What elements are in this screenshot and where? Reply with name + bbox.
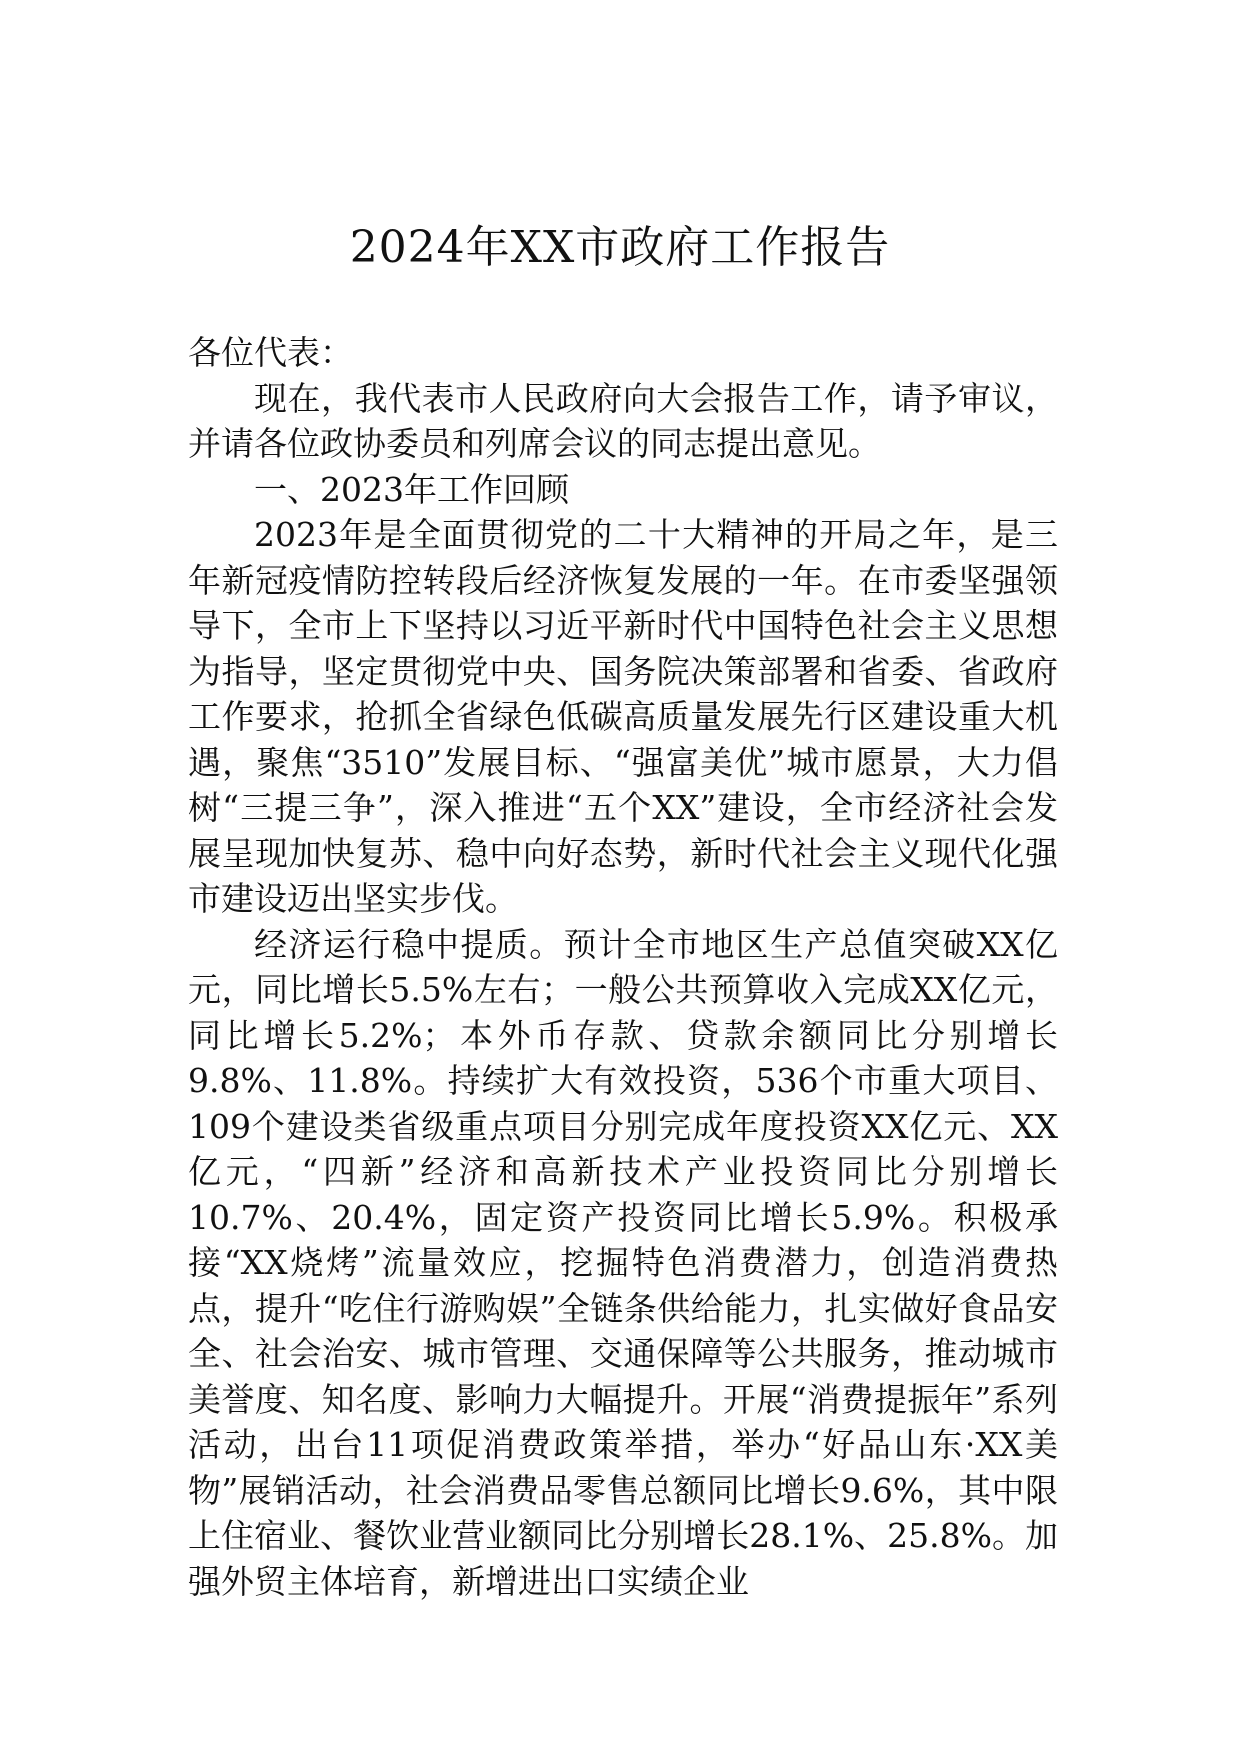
paragraph-overview: 2023年是全面贯彻党的二十大精神的开局之年，是三年新冠疫情防控转段后经济恢复发展的一年。在市委坚强领导下，全市上下坚持以习近平新时代中国特色社会主义思想为指导，坚定贯彻党中央、国务院决策部署和省委、省政府工作要求，抢抓全省绿色低碳高质量发展先行区建设重大机遇，聚焦“3510”发展目标、“强富美优”城市愿景，大力倡树“三提三争”，深入推进“五个XX”建设，全市经济社会发展呈现加快复苏、稳中向好态势，新时代社会主义现代化强市建设迈出坚实步伐。 [188, 515, 1058, 918]
paragraph-intro: 现在，我代表市人民政府向大会报告工作，请予审议，并请各位政协委员和列席会议的同志提出意见。 [188, 378, 1058, 463]
document-body [188, 330, 1058, 1604]
paragraph-economy: 经济运行稳中提质。预计全市地区生产总值突破XX亿元，同比增长5.5%左右；一般公共预算收入完成XX亿元，同比增长5.2%；本外币存款、贷款余额同比分别增长9.8%、11.8%。持续扩大有效投资，536个市重大项目、109个建设类省级重点项目分别完成年度投资XX亿元、XX亿元，“四新”经济和高新技术产业投资同比分别增长10.7%、20.4%，固定资产投资同比增长5.9%。积极承接“XX烧烤”流量效应，挖掘特色消费潜力，创造消费热点，提升“吃住行游购娱”全链条供给能力，扎实做好食品安全、社会治安、城市管理、交通保障等公共服务，推动城市美誉度、知名度、影响力大幅提升。开展“消费提振年”系列活动，出台11项促消费政策举措，举办“好品山东·XX美物”展销活动，社会消费品零售总额同比增长9.6%，其中限上住宿业、餐饮业营业额同比分别增长28.1%、25.8%。加强外贸主体培育，新增进出口实绩企业 [188, 924, 1058, 1601]
document-title: 2024年XX市政府工作报告 [349, 222, 891, 273]
salutation: 各位代表： [188, 333, 353, 372]
section-heading: 一、2023年工作回顾 [254, 469, 569, 509]
